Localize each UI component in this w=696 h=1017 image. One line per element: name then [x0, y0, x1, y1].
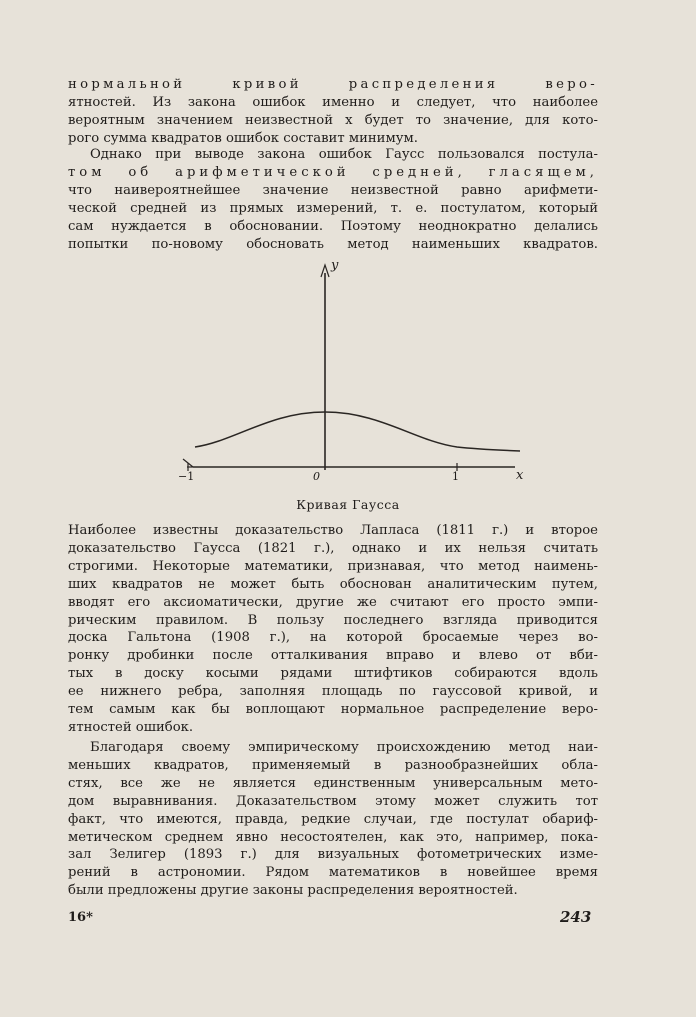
y-axis-label: y	[331, 258, 339, 273]
text-line: что наивероятнейшее значение неизвестной равно арифмети-	[68, 182, 598, 198]
text-line: ятностей ошибок.	[68, 719, 194, 735]
gauss-curve-plot	[175, 255, 545, 495]
text-line: рений в астрономии. Рядом математиков в новейшее время	[68, 865, 598, 881]
figure-caption: Кривая Гаусса	[296, 497, 400, 512]
text-line: рическим правилом. В пользу последнего взгляда приводится	[68, 612, 598, 628]
page-number: 243	[560, 908, 592, 926]
text-line: нормальной кривой распределения веро-	[68, 77, 598, 92]
text-line: вводят его аксиоматически, другие же считают его просто эмпи-	[68, 594, 598, 610]
tick-label-origin: 0	[313, 470, 320, 483]
text-line: строгими. Некоторые математики, признавая, что метод наимень-	[68, 558, 598, 574]
paragraph-2	[68, 146, 598, 253]
text-line: были предложены другие законы распределения вероятностей.	[68, 883, 518, 899]
text-line: ронку дробинки после отталкивания вправо и влево от вби-	[68, 648, 598, 664]
signature-mark: 16*	[68, 910, 93, 925]
x-axis-label: x	[516, 468, 524, 483]
text-line: метическом среднем явно несостоятелен, как это, например, пока-	[68, 829, 598, 845]
text-line: стях, все же не является единственным универсальным мето-	[68, 775, 598, 791]
text-line: доказательство Гаусса (1821 г.), однако и их нельзя считать	[68, 540, 598, 556]
text-line: Однако при выводе закона ошибок Гаусс пользовался постула-	[90, 147, 598, 162]
text-line: тем самым как бы воплощают нормальное распределение веро-	[68, 702, 598, 718]
text-line: рого сумма квадратов ошибок составит минимум.	[68, 130, 418, 146]
text-line: доска Гальтона (1908 г.), на которой бросаемые через во-	[68, 630, 598, 646]
paragraph-1	[68, 76, 598, 148]
text-line: вероятным значением неизвестной x будет то значение, для кото-	[68, 112, 598, 128]
text-line: Наиболее известны доказательство Лапласа (1811 г.) и второе	[68, 523, 598, 538]
text-line: сам нуждается в обосновании. Поэтому неоднократно делались	[68, 218, 598, 234]
gauss-curve	[195, 412, 520, 451]
text-line: дом выравнивания. Доказательством этому может служить тот	[68, 793, 598, 809]
text-line: ятностей. Из закона ошибок именно и следует, что наиболее	[68, 94, 598, 110]
text-line: меньших квадратов, применяемый в разнообразнейших обла-	[68, 757, 598, 773]
gauss-curve-figure	[175, 255, 545, 495]
tick-label-one: 1	[452, 470, 459, 483]
text-line: попытки по-новому обосновать метод наименьших квадратов.	[68, 236, 598, 252]
text-line: ческой средней из прямых измерений, т. е. постулатом, который	[68, 200, 598, 216]
text-line: Благодаря своему эмпирическому происхождению метод наи-	[90, 740, 598, 755]
text-line: зал Зелигер (1893 г.) для визуальных фотометрических изме-	[68, 847, 598, 863]
text-line: тых в доску косыми рядами штифтиков собираются вдоль	[68, 666, 598, 682]
text-line: ших квадратов не может быть обоснован аналитическим путем,	[68, 576, 598, 592]
paragraph-3	[68, 522, 598, 737]
text-line: ее нижнего ребра, заполняя площадь по гауссовой кривой, и	[68, 684, 598, 700]
text-line: факт, что имеются, правда, редкие случаи, где постулат обариф-	[68, 811, 598, 827]
tick-label-minus-one: −1	[178, 470, 195, 483]
paragraph-4	[68, 739, 598, 900]
text-line: том об арифметической средней, гласящем,	[68, 164, 598, 180]
